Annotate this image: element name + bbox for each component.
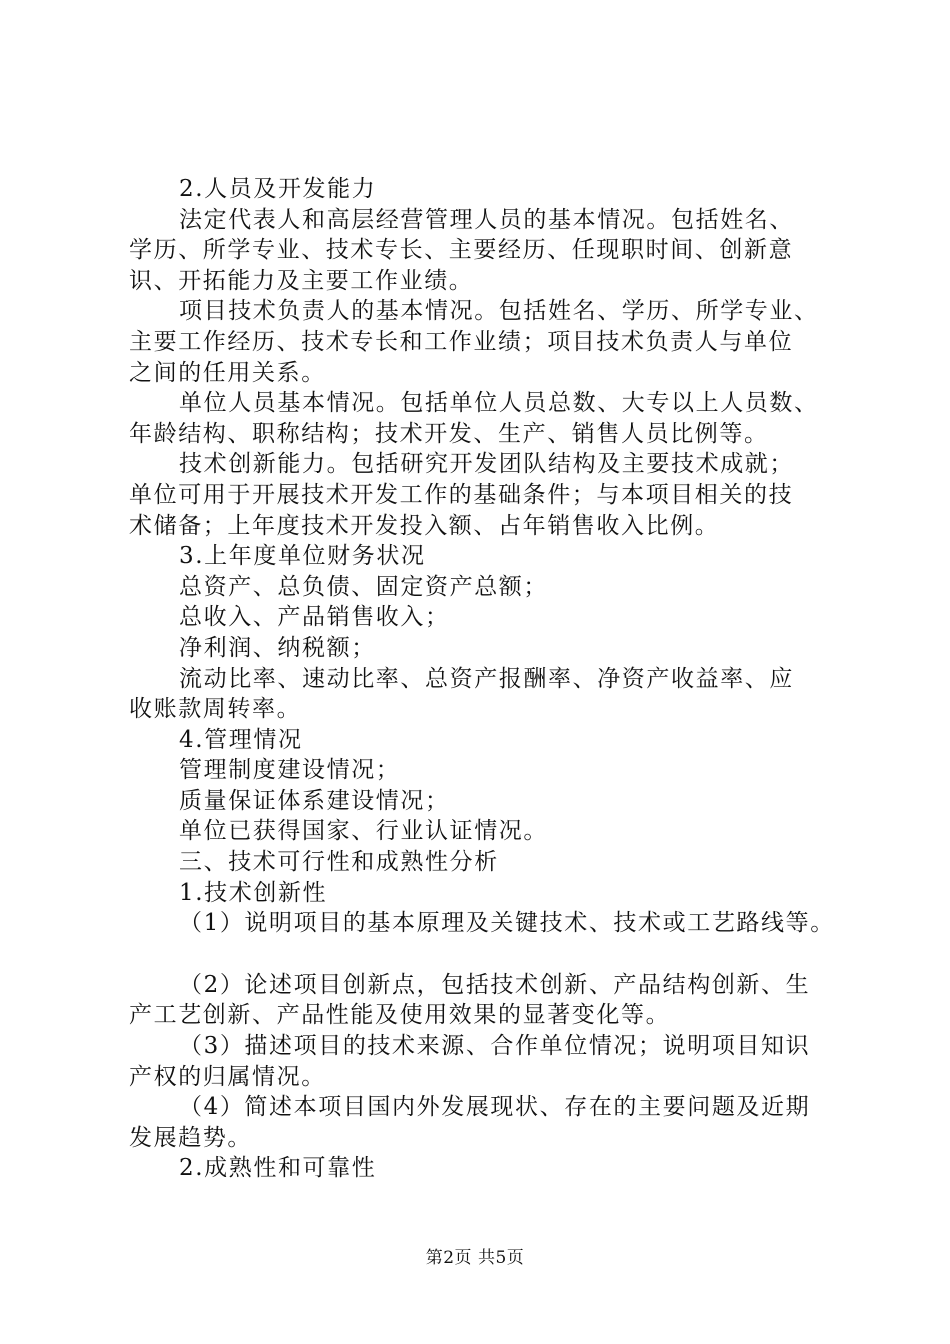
text-line: 收账款周转率。	[129, 696, 302, 723]
text-line: 单位已获得国家、行业认证情况。	[179, 818, 548, 845]
text-line: 3.上年度单位财务状况	[179, 543, 426, 570]
text-line: 技术创新能力。包括研究开发团队结构及主要技术成就；	[179, 451, 794, 478]
page-footer: 第2页 共5页	[425, 1248, 525, 1268]
text-line: 2.人员及开发能力	[179, 176, 377, 202]
text-line: 三、技术可行性和成熟性分析	[179, 849, 499, 876]
text-line: 单位可用于开展技术开发工作的基础条件；与本项目相关的技	[129, 481, 794, 508]
document-body	[129, 174, 849, 1184]
text-line: 产权的归属情况。	[129, 1063, 326, 1090]
text-line: （2）论述项目创新点，包括技术创新、产品结构创新、生	[179, 971, 811, 998]
text-line: （3）描述项目的技术来源、合作单位情况；说明项目知识	[179, 1033, 811, 1060]
text-line: 总收入、产品销售收入；	[179, 604, 450, 631]
text-line: 学历、所学专业、技术专长、主要经历、任现职时间、创新意	[129, 237, 794, 264]
text-line: 管理制度建设情况；	[179, 757, 401, 784]
text-line: 1.技术创新性	[179, 879, 328, 906]
text-line: 法定代表人和高层经营管理人员的基本情况。包括姓名、	[179, 206, 794, 233]
text-line: 之间的任用关系。	[129, 359, 326, 386]
text-line: 总资产、总负债、固定资产总额；	[179, 573, 548, 600]
text-line: 4.管理情况	[179, 726, 303, 753]
text-line: 2.成熟性和可靠性	[179, 1155, 377, 1182]
text-line: （1）说明项目的基本原理及关键技术、技术或工艺路线等。	[179, 910, 835, 937]
text-line: 术储备；上年度技术开发投入额、占年销售收入比例。	[129, 512, 720, 539]
text-line: 识、开拓能力及主要工作业绩。	[129, 267, 474, 294]
blank-line	[129, 939, 849, 970]
text-line: （4）简述本项目国内外发展现状、存在的主要问题及近期	[179, 1094, 811, 1121]
text-line: 主要工作经历、技术专长和工作业绩；项目技术负责人与单位	[129, 328, 794, 355]
text-line: 质量保证体系建设情况；	[179, 787, 450, 814]
text-line: 项目技术负责人的基本情况。包括姓名、学历、所学专业、	[179, 298, 819, 325]
text-line: 产工艺创新、产品性能及使用效果的显著变化等。	[129, 1002, 671, 1029]
text-line: 流动比率、速动比率、总资产报酬率、净资产收益率、应	[179, 665, 794, 692]
text-line: 年龄结构、职称结构；技术开发、生产、销售人员比例等。	[129, 420, 769, 447]
text-line: 发展趋势。	[129, 1124, 252, 1151]
text-line: 单位人员基本情况。包括单位人员总数、大专以上人员数、	[179, 390, 819, 417]
text-line: 净利润、纳税额；	[179, 634, 376, 661]
